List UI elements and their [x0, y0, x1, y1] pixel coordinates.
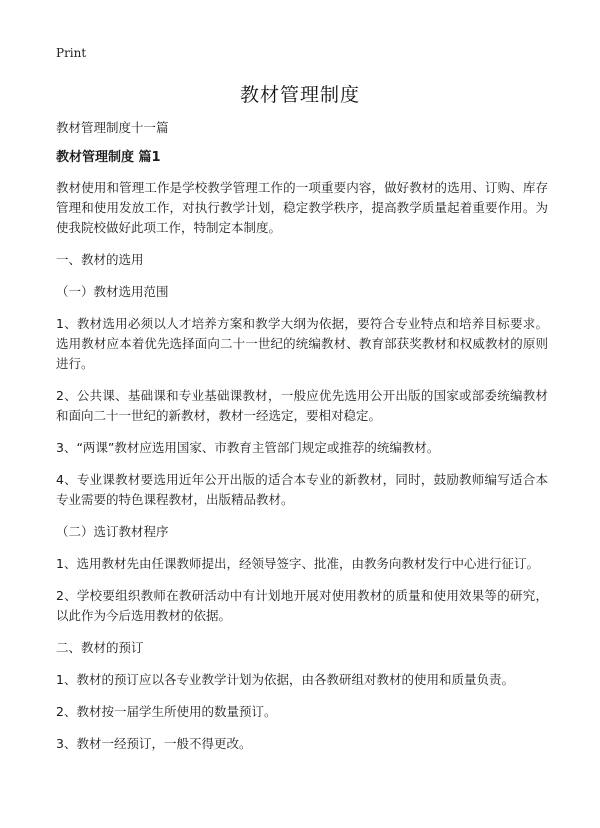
- document-title: 教材管理制度: [239, 84, 360, 106]
- print-link[interactable]: Print: [56, 46, 87, 60]
- section-heading: 教材管理制度 篇1: [56, 150, 161, 165]
- heading-ordering: 二、教材的预订: [56, 640, 144, 655]
- paragraph-item: 1、选用教材先由任课教师提出，经领导签字、批准，由教务向教材发行中心进行征订。: [56, 556, 539, 571]
- document-body: [56, 118, 548, 766]
- paragraph-item: 3、教材一经预订，一般不得更改。: [56, 736, 252, 751]
- intro-paragraph: 教材使用和管理工作是学校教学管理工作的一项重要内容，做好教材的选用、订购、库存管理和使用发放工作，对执行教学计划，稳定教学秩序，提高教学质量起着重要作用。为使我院校做好此项工作，特制定本制度。: [56, 180, 548, 235]
- paragraph-item: 1、教材的预订应以各专业教学计划为依据，由各教研组对教材的使用和质量负责。: [56, 672, 514, 687]
- paragraph-item: 2、教材按一届学生所使用的数量预订。: [56, 704, 277, 719]
- paragraph-item: 1、教材选用必须以人才培养方案和教学大纲为依据，要符合专业特点和培养目标要求。选用教材应本着优先选择面向二十一世纪的统编教材、教育部获奖教材和权威教材的原则进行。: [56, 316, 548, 371]
- paragraph-item: 2、学校要组织教师在教研活动中有计划地开展对使用教材的质量和使用效果等的研究，以此作为今后选用教材的依据。: [56, 588, 548, 623]
- document-subtitle: 教材管理制度十一篇: [56, 120, 169, 135]
- subheading-procedure: （二）选订教材程序: [56, 524, 169, 539]
- paragraph-item: 4、专业课教材要选用近年公开出版的适合本专业的新教材，同时，鼓励教师编写适合本专业需要的特色课程教材，出版精品教材。: [56, 472, 548, 507]
- heading-selection: 一、教材的选用: [56, 252, 144, 267]
- paragraph-item: 3、“两课”教材应选用国家、市教育主管部门规定或推荐的统编教材。: [56, 440, 440, 455]
- paragraph-item: 2、公共课、基础课和专业基础课教材，一般应优先选用公开出版的国家或部委统编教材和面向二十一世纪的新教材，教材一经选定，要相对稳定。: [56, 388, 548, 423]
- subheading-scope: （一）教材选用范围: [56, 284, 169, 299]
